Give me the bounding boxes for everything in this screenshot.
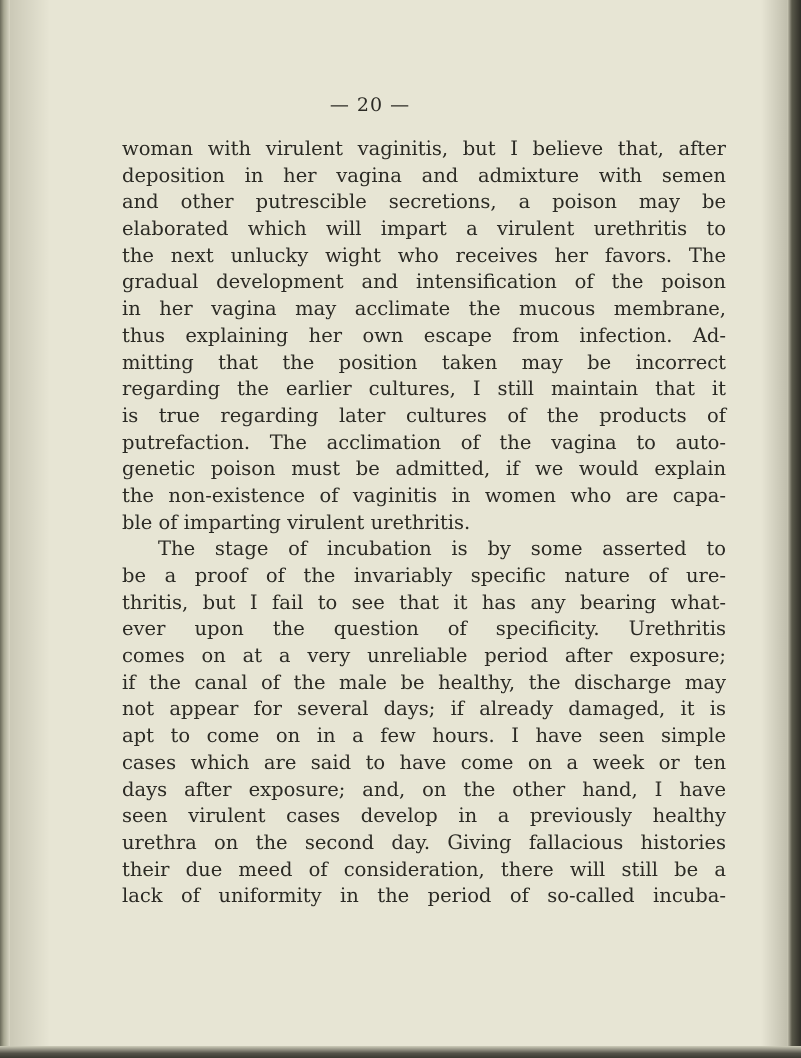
text-line: woman with virulent vaginitis, but I believe that, after [122, 137, 726, 160]
text-line: their due meed of consideration, there will still be a [122, 857, 726, 881]
text-line: genetic poison must be admitted, if we would explain [122, 457, 726, 481]
text-line: and other putrescible secretions, a poison may be [122, 190, 726, 214]
text-line: deposition in her vagina and admixture with semen [122, 163, 726, 187]
text-line: not appear for several days; if already damaged, it is [122, 697, 726, 721]
text-line: days after exposure; and, on the other hand, I have [122, 777, 726, 801]
paragraph-start-line: The stage of incubation is by some asserted to [158, 537, 726, 561]
text-line: urethra on the second day. Giving fallacious histories [122, 830, 726, 854]
paragraph-end-line: ble of imparting virulent urethritis. [122, 510, 471, 534]
text-line: lack of uniformity in the period of so-called incuba- [122, 884, 726, 908]
page-number: — 20 — [329, 94, 411, 116]
text-line: mitting that the position taken may be incorrect [122, 350, 726, 374]
text-line: is true regarding later cultures of the products of [122, 403, 726, 427]
text-line: in her vagina may acclimate the mucous membrane, [122, 297, 726, 321]
right-page-edge [787, 0, 801, 1058]
text-line: if the canal of the male be healthy, the discharge may [122, 670, 726, 694]
gutter-shadow [10, 0, 50, 1058]
text-line: gradual development and intensification of the poison [122, 270, 726, 294]
text-line: seen virulent cases develop in a previously healthy [122, 804, 726, 828]
text-line: apt to come on in a few hours. I have seen simple [122, 724, 726, 748]
text-line: thritis, but I fail to see that it has any bearing what- [122, 590, 726, 614]
binding-edge [0, 0, 10, 1058]
text-line: cases which are said to have come on a week or ten [122, 750, 726, 774]
text-line: putrefaction. The acclimation of the vagina to auto- [122, 430, 726, 454]
text-line: ever upon the question of specificity. Urethritis [122, 617, 726, 641]
text-line: the next unlucky wight who receives her favors. The [122, 243, 726, 267]
text-line: comes on at a very unreliable period after exposure; [122, 644, 726, 668]
body-text [122, 136, 726, 910]
right-edge-shadow [761, 0, 787, 1058]
text-line: regarding the earlier cultures, I still maintain that it [122, 377, 726, 401]
bottom-page-edge [0, 1046, 801, 1058]
text-line: be a proof of the invariably specific nature of ure- [122, 564, 726, 587]
text-line: thus explaining her own escape from infection. Ad- [122, 323, 726, 347]
text-line: the non-existence of vaginitis in women who are capa- [122, 483, 726, 507]
text-line: elaborated which will impart a virulent urethritis to [122, 217, 726, 241]
